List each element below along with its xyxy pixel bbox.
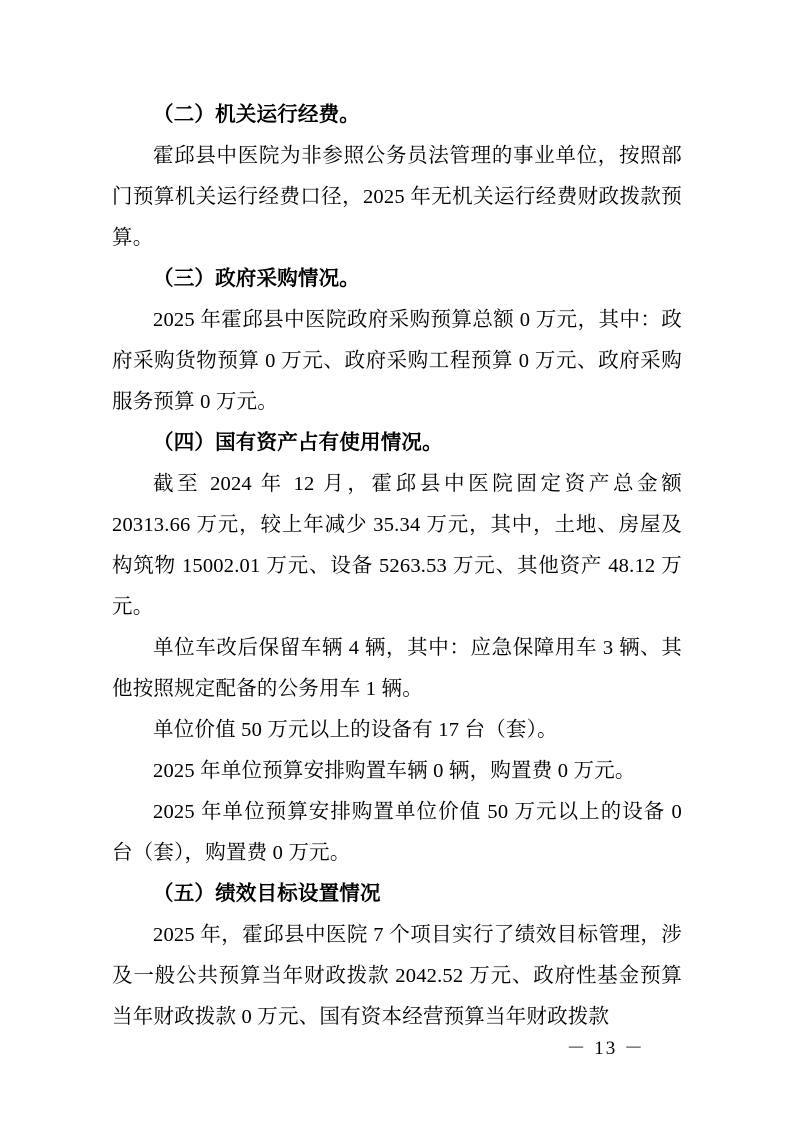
page-footer (112, 1033, 681, 1060)
document-body (112, 95, 682, 1038)
paragraph-equipment-purchase-budget: 2025 年单位预算安排购置单位价值 50 万元以上的设备 0 台（套），购置费 0 万元。 (112, 801, 682, 864)
paragraph-performance-targets: 2025 年，霍邱县中医院 7 个项目实行了绩效目标管理，涉及一般公共预算当年财政拨款 2042.52 万元、政府性基金预算当年财政拨款 0 万元、国有资本经营预算当年财政拨款 (112, 924, 682, 1028)
section-heading-state-owned-assets: （四）国有资产占有使用情况。 (153, 432, 443, 454)
paragraph-organ-operating-expenses: 霍邱县中医院为非参照公务员法管理的事业单位，按照部门预算机关运行经费口径，2025 年无机关运行经费财政拨款预算。 (112, 145, 682, 249)
section-heading-organ-operating-expenses: （二）机关运行经费。 (153, 104, 360, 126)
section-heading-performance-targets: （五）绩效目标设置情况 (153, 883, 381, 905)
page-number: － 13 － (566, 1038, 645, 1059)
paragraph-fixed-assets-total: 截至 2024 年 12 月，霍邱县中医院固定资产总金额 20313.66 万元，较上年减少 35.34 万元，其中，土地、房屋及构筑物 15002.01 万元、设备 5263.53 万元、其他资产 48.12 万元。 (112, 473, 682, 618)
section-heading-government-procurement: （三）政府采购情况。 (153, 268, 360, 290)
paragraph-vehicle-purchase-budget: 2025 年单位预算安排购置车辆 0 辆，购置费 0 万元。 (153, 760, 636, 782)
paragraph-equipment-over-500k: 单位价值 50 万元以上的设备有 17 台（套）。 (153, 719, 558, 741)
paragraph-retained-vehicles: 单位车改后保留车辆 4 辆，其中：应急保障用车 3 辆、其他按照规定配备的公务用车 1 辆。 (112, 637, 682, 700)
paragraph-government-procurement: 2025 年霍邱县中医院政府采购预算总额 0 万元，其中：政府采购货物预算 0 万元、政府采购工程预算 0 万元、政府采购服务预算 0 万元。 (112, 309, 682, 413)
